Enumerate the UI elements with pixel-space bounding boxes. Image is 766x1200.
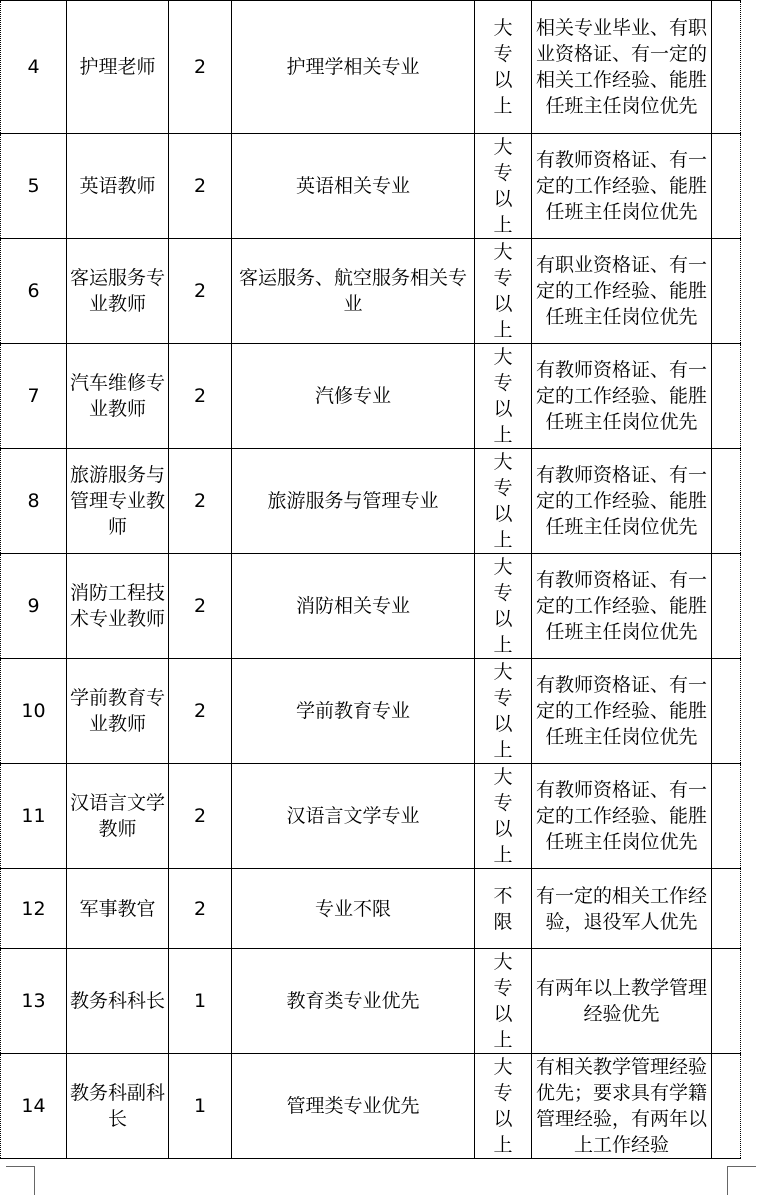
position-title xyxy=(67,764,169,869)
headcount xyxy=(169,1054,232,1159)
major-requirement xyxy=(232,659,475,764)
major-requirement xyxy=(232,239,475,344)
headcount xyxy=(169,449,232,554)
position-title xyxy=(67,1,169,134)
row-number-text: 13 xyxy=(21,990,46,1012)
other-requirements xyxy=(532,764,712,869)
row-number xyxy=(1,949,67,1054)
blank-cell xyxy=(712,239,741,344)
position-title xyxy=(67,134,169,239)
blank-cell xyxy=(712,949,741,1054)
headcount-text: 2 xyxy=(193,56,207,78)
education-requirement-text: 大专以上 xyxy=(493,451,513,551)
major-requirement-text: 教育类专业优先 xyxy=(286,990,420,1012)
row-number xyxy=(1,1,67,134)
other-requirements xyxy=(532,344,712,449)
blank-cell xyxy=(712,344,741,449)
education-requirement-text: 大专以上 xyxy=(493,766,513,866)
blank-cell xyxy=(712,869,741,949)
headcount xyxy=(169,949,232,1054)
row-number xyxy=(1,1054,67,1159)
position-title-text: 汉语言文学教师 xyxy=(69,792,165,840)
education-requirement xyxy=(475,659,532,764)
other-requirements xyxy=(532,1054,712,1159)
position-title-text: 教务科科长 xyxy=(69,990,165,1012)
position-title xyxy=(67,869,169,949)
headcount xyxy=(169,239,232,344)
headcount-text: 2 xyxy=(193,280,207,302)
table-row xyxy=(1,1054,741,1159)
position-title-text: 旅游服务与管理专业教师 xyxy=(69,464,165,538)
other-requirements-text: 有教师资格证、有一定的工作经验、能胜任班主任岗位优先 xyxy=(535,779,707,853)
education-requirement-text: 大专以上 xyxy=(493,951,513,1051)
major-requirement-text: 客运服务、航空服务相关专业 xyxy=(238,267,467,315)
row-number-text: 9 xyxy=(27,595,40,617)
major-requirement xyxy=(232,1054,475,1159)
headcount-text: 1 xyxy=(193,1095,207,1117)
education-requirement xyxy=(475,869,532,949)
row-number-text: 10 xyxy=(21,700,46,722)
education-requirement xyxy=(475,239,532,344)
education-requirement xyxy=(475,1,532,134)
crop-mark-right xyxy=(727,1166,756,1195)
row-number xyxy=(1,134,67,239)
major-requirement xyxy=(232,554,475,659)
row-number xyxy=(1,344,67,449)
headcount-text: 2 xyxy=(193,490,207,512)
major-requirement-text: 消防相关专业 xyxy=(295,595,410,617)
headcount xyxy=(169,1,232,134)
position-title xyxy=(67,659,169,764)
headcount-text: 2 xyxy=(193,700,207,722)
table-row xyxy=(1,659,741,764)
education-requirement xyxy=(475,949,532,1054)
position-title-text: 教务科副科长 xyxy=(69,1082,165,1130)
table-body xyxy=(1,1,741,1159)
row-number xyxy=(1,869,67,949)
other-requirements xyxy=(532,449,712,554)
education-requirement xyxy=(475,344,532,449)
education-requirement xyxy=(475,449,532,554)
headcount-text: 2 xyxy=(193,175,207,197)
major-requirement xyxy=(232,949,475,1054)
headcount-text: 2 xyxy=(193,595,207,617)
headcount-text: 2 xyxy=(193,385,207,407)
major-requirement-text: 学前教育专业 xyxy=(295,700,410,722)
other-requirements-text: 有一定的相关工作经验，退役军人优先 xyxy=(535,884,707,933)
other-requirements xyxy=(532,554,712,659)
education-requirement-text: 大专以上 xyxy=(493,661,513,761)
crop-mark-left xyxy=(6,1166,35,1195)
education-requirement-text: 大专以上 xyxy=(493,136,513,236)
other-requirements-text: 有教师资格证、有一定的工作经验、能胜任班主任岗位优先 xyxy=(535,149,707,223)
headcount-text: 2 xyxy=(193,805,207,827)
position-title-text: 消防工程技术专业教师 xyxy=(69,582,165,630)
row-number-text: 11 xyxy=(21,805,46,827)
table-row xyxy=(1,869,741,949)
position-title-text: 护理老师 xyxy=(79,56,156,78)
other-requirements xyxy=(532,949,712,1054)
row-number xyxy=(1,449,67,554)
row-number-text: 12 xyxy=(21,897,46,920)
table-row xyxy=(1,554,741,659)
major-requirement xyxy=(232,134,475,239)
headcount xyxy=(169,554,232,659)
other-requirements-text: 有相关教学管理经验优先；要求具有学籍管理经验，有两年以上工作经验 xyxy=(535,1056,707,1156)
education-requirement-text: 大专以上 xyxy=(493,1056,513,1156)
major-requirement-text: 管理类专业优先 xyxy=(286,1095,420,1117)
other-requirements-text: 有教师资格证、有一定的工作经验、能胜任班主任岗位优先 xyxy=(535,569,707,643)
education-requirement-text: 大专以上 xyxy=(493,346,513,446)
table-row xyxy=(1,344,741,449)
table-row xyxy=(1,949,741,1054)
other-requirements xyxy=(532,659,712,764)
position-title xyxy=(67,1054,169,1159)
row-number-text: 8 xyxy=(27,490,40,512)
table-row xyxy=(1,1,741,134)
major-requirement xyxy=(232,1,475,134)
major-requirement-text: 专业不限 xyxy=(314,897,391,920)
position-title xyxy=(67,239,169,344)
headcount xyxy=(169,869,232,949)
headcount xyxy=(169,764,232,869)
education-requirement-text: 大专以上 xyxy=(493,241,513,341)
other-requirements xyxy=(532,1,712,134)
row-number-text: 5 xyxy=(27,175,40,197)
major-requirement-text: 英语相关专业 xyxy=(295,175,410,197)
row-number xyxy=(1,554,67,659)
headcount-text: 2 xyxy=(193,897,207,920)
education-requirement-text: 大专以上 xyxy=(493,17,513,117)
education-requirement-text: 不限 xyxy=(493,884,513,933)
other-requirements-text: 有职业资格证、有一定的工作经验、能胜任班主任岗位优先 xyxy=(535,254,707,328)
other-requirements xyxy=(532,239,712,344)
blank-cell xyxy=(712,659,741,764)
row-number-text: 6 xyxy=(27,280,40,302)
major-requirement xyxy=(232,449,475,554)
major-requirement-text: 旅游服务与管理专业 xyxy=(267,490,439,512)
blank-cell xyxy=(712,134,741,239)
headcount xyxy=(169,134,232,239)
table-row xyxy=(1,764,741,869)
education-requirement xyxy=(475,1054,532,1159)
other-requirements xyxy=(532,869,712,949)
position-title-text: 客运服务专业教师 xyxy=(69,267,165,315)
position-title xyxy=(67,949,169,1054)
education-requirement xyxy=(475,554,532,659)
other-requirements-text: 有两年以上教学管理经验优先 xyxy=(535,977,707,1025)
table-row xyxy=(1,449,741,554)
headcount-text: 1 xyxy=(193,990,207,1012)
other-requirements-text: 相关专业毕业、有职业资格证、有一定的相关工作经验、能胜任班主任岗位优先 xyxy=(535,17,707,117)
major-requirement xyxy=(232,869,475,949)
position-title-text: 军事教官 xyxy=(79,897,156,920)
row-number-text: 4 xyxy=(27,56,40,78)
position-title-text: 学前教育专业教师 xyxy=(69,687,165,735)
major-requirement-text: 汉语言文学专业 xyxy=(286,805,420,827)
major-requirement xyxy=(232,344,475,449)
row-number-text: 14 xyxy=(21,1095,46,1117)
row-number xyxy=(1,764,67,869)
other-requirements-text: 有教师资格证、有一定的工作经验、能胜任班主任岗位优先 xyxy=(535,464,707,538)
row-number xyxy=(1,659,67,764)
table-row xyxy=(1,239,741,344)
headcount xyxy=(169,659,232,764)
blank-cell xyxy=(712,554,741,659)
education-requirement-text: 大专以上 xyxy=(493,556,513,656)
major-requirement-text: 护理学相关专业 xyxy=(286,56,420,78)
table-row xyxy=(1,134,741,239)
other-requirements-text: 有教师资格证、有一定的工作经验、能胜任班主任岗位优先 xyxy=(535,359,707,433)
row-number xyxy=(1,239,67,344)
position-title-text: 汽车维修专业教师 xyxy=(69,372,165,420)
education-requirement xyxy=(475,764,532,869)
position-title xyxy=(67,554,169,659)
blank-cell xyxy=(712,1,741,134)
blank-cell xyxy=(712,449,741,554)
headcount xyxy=(169,344,232,449)
blank-cell xyxy=(712,764,741,869)
major-requirement xyxy=(232,764,475,869)
position-title xyxy=(67,344,169,449)
row-number-text: 7 xyxy=(27,385,40,407)
blank-cell xyxy=(712,1054,741,1159)
position-title xyxy=(67,449,169,554)
education-requirement xyxy=(475,134,532,239)
other-requirements-text: 有教师资格证、有一定的工作经验、能胜任班主任岗位优先 xyxy=(535,674,707,748)
position-title-text: 英语教师 xyxy=(79,175,156,197)
major-requirement-text: 汽修专业 xyxy=(314,385,391,407)
other-requirements xyxy=(532,134,712,239)
